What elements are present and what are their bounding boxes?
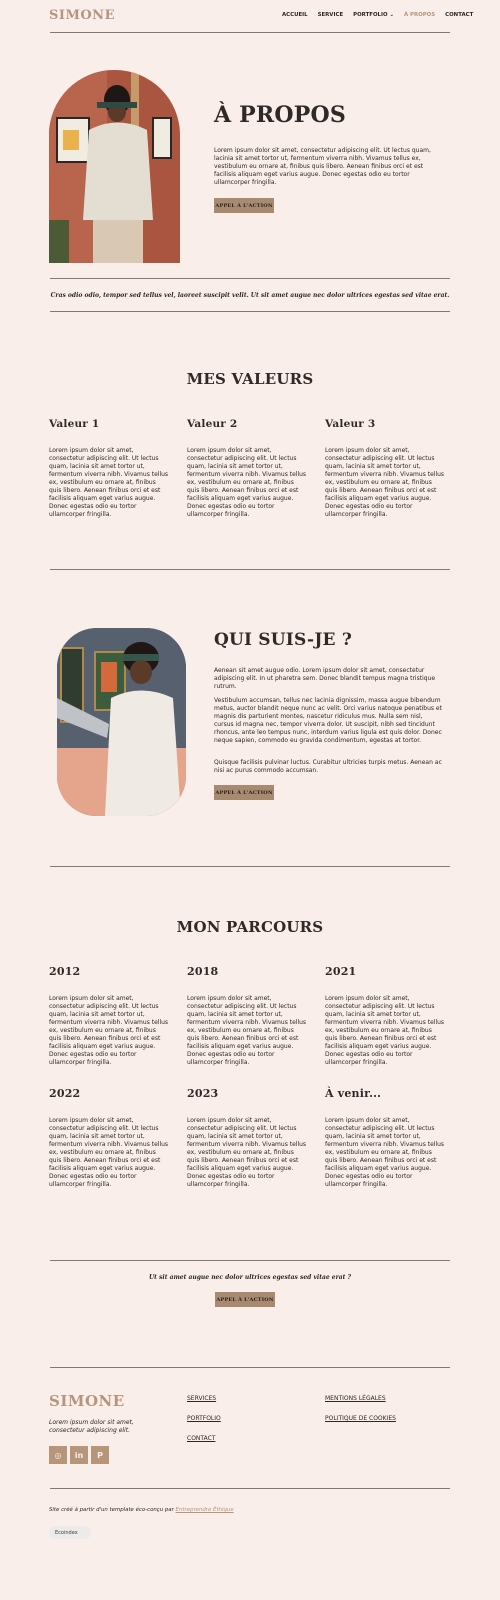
footer-links-2 — [325, 1395, 396, 1422]
footer-links-1 — [187, 1395, 221, 1442]
social-links — [49, 1446, 109, 1464]
journey-text: Lorem ipsum dolor sit amet, consectetur adipiscing elit. Ut lectus quam, lacinia sit amet tortor ut, fermentum viverra nibh. Vivamus tellus ex, vestibulum eu ornare at, finibus quis libero. Aenean finibus orci et est facilisis aliquam eget varius augue. Donec egestas odio eu tortor ullamcorper fringilla. — [49, 1117, 169, 1188]
value-title: Valeur 1 — [49, 418, 100, 430]
ecoindex-badge[interactable]: Ecoindex — [49, 1526, 91, 1539]
footer-link-mentions-legales[interactable]: MENTIONS LÉGALES — [325, 1395, 386, 1402]
who-photo-illustration — [57, 628, 186, 816]
value-title: Valeur 3 — [325, 418, 376, 430]
value-title: Valeur 2 — [187, 418, 238, 430]
footer-credit — [49, 1507, 234, 1513]
journey-card — [49, 1087, 169, 1189]
cta-quote: Ut sit amet augue nec dolor ultrices egestas sed vitae erat ? — [148, 1274, 352, 1281]
who-paragraph-2: Vestibulum accumsan, tellus nec lacinia dignissim, massa augue bibendum metus, auctor blandit neque nunc ac velit. Orci varius natoque penatibus et magnis dis parturient montes, nascetur ridiculus mus. Nulla sem nisl, cursus id magna nec, tempor viverra dolor. Ut suscipit, nibh sed tincidunt rhoncus, ante leo tempus nunc, interdum varius ligula est quis dolor. Donec neque sapien, commodo eu gravida condimentum, egestas at tortor. — [214, 697, 442, 744]
values-divider — [50, 569, 450, 570]
linkedin-icon[interactable]: in — [70, 1446, 88, 1464]
footer-credit-text: Site créé à partir d'un template éco-conçu par — [49, 1507, 174, 1513]
nav-apropos[interactable]: À PROPOS — [403, 12, 436, 18]
value-text: Lorem ipsum dolor sit amet, consectetur adipiscing elit. Ut lectus quam, lacinia sit amet tortor ut, fermentum viverra nibh. Vivamus tellus ex, vestibulum eu ornare at, finibus quis libero. Aenean finibus orci et est facilisis aliquam eget varius augue. Donec egestas odio eu tortor ullamcorper fringilla. — [325, 447, 445, 518]
value-text: Lorem ipsum dolor sit amet, consectetur adipiscing elit. Ut lectus quam, lacinia sit amet tortor ut, fermentum viverra nibh. Vivamus tellus ex, vestibulum eu ornare at, finibus quis libero. Aenean finibus orci et est facilisis aliquam eget varius augue. Donec egestas odio eu tortor ullamcorper fringilla. — [49, 447, 169, 518]
main-nav — [282, 12, 473, 18]
footer-link-contact[interactable]: CONTACT — [187, 1435, 216, 1442]
nav-contact[interactable]: CONTACT — [445, 12, 474, 18]
site-logo[interactable]: SIMONE — [49, 8, 115, 23]
who-paragraph-1: Aenean sit amet augue odio. Lorem ipsum dolor sit amet, consectetur adipiscing elit. In ut pharetra sem. Donec blandit tempus magna tristique rutrum. — [214, 667, 436, 690]
cta-bottom-divider — [50, 1367, 450, 1368]
journey-text: Lorem ipsum dolor sit amet, consectetur adipiscing elit. Ut lectus quam, lacinia sit amet tortor ut, fermentum viverra nibh. Vivamus tellus ex, vestibulum eu ornare at, finibus quis libero. Aenean finibus orci et est facilisis aliquam eget varius augue. Donec egestas odio eu tortor ullamcorper fringilla. — [49, 995, 169, 1066]
footer-link-services[interactable]: SERVICES — [187, 1395, 217, 1402]
values-title: MES VALEURS — [186, 370, 314, 388]
who-cta-button[interactable]: APPEL À L'ACTION — [214, 785, 274, 800]
quote-text: Cras odio odio, tempor sed tellus vel, laoreet suscipit velit. Ut sit amet augue nec dolor ultrices egestas sed vitae erat. — [50, 292, 450, 299]
nav-accueil[interactable]: ACCUEIL — [282, 12, 308, 18]
pinterest-icon[interactable]: P — [91, 1446, 109, 1464]
journey-text: Lorem ipsum dolor sit amet, consectetur adipiscing elit. Ut lectus quam, lacinia sit amet tortor ut, fermentum viverra nibh. Vivamus tellus ex, vestibulum eu ornare at, finibus quis libero. Aenean finibus orci et est facilisis aliquam eget varius augue. Donec egestas odio eu tortor ullamcorper fringilla. — [325, 1117, 445, 1188]
value-card — [325, 418, 445, 519]
journey-year: À venir... — [325, 1087, 382, 1100]
about-photo-illustration — [49, 70, 180, 263]
journey-text: Lorem ipsum dolor sit amet, consectetur adipiscing elit. Ut lectus quam, lacinia sit amet tortor ut, fermentum viverra nibh. Vivamus tellus ex, vestibulum eu ornare at, finibus quis libero. Aenean finibus orci et est facilisis aliquam eget varius augue. Donec egestas odio eu tortor ullamcorper fringilla. — [187, 995, 307, 1066]
cta-top-divider — [50, 1260, 450, 1261]
journey-year: 2012 — [49, 965, 81, 978]
journey-year: 2023 — [187, 1087, 219, 1100]
about-cta-button[interactable]: APPEL À L'ACTION — [214, 198, 274, 213]
value-card — [49, 418, 169, 519]
nav-service[interactable]: SERVICE — [317, 12, 344, 18]
quote-bottom-divider — [50, 311, 450, 312]
nav-portfolio-label: PORTFOLIO — [353, 12, 388, 18]
journey-card — [187, 1087, 307, 1189]
quote-top-divider — [50, 278, 450, 279]
header-divider — [50, 32, 450, 33]
footer-credit-link[interactable]: Entreprendre Éthique — [175, 1507, 234, 1513]
who-title: QUI SUIS-JE ? — [214, 630, 352, 650]
chevron-down-icon: ⌄ — [389, 12, 394, 18]
nav-portfolio[interactable] — [353, 12, 394, 18]
footer-logo[interactable]: SIMONE — [49, 1392, 125, 1410]
cta-button[interactable]: APPEL À L'ACTION — [215, 1292, 275, 1307]
who-divider — [50, 866, 450, 867]
about-title: À PROPOS — [214, 102, 346, 128]
footer-link-politique-cookies[interactable]: POLITIQUE DE COOKIES — [325, 1415, 396, 1422]
footer-link-portfolio[interactable]: PORTFOLIO — [187, 1415, 221, 1422]
who-paragraph-3: Quisque facilisis pulvinar luctus. Curabitur ultricies turpis metus. Aenean ac nisi ac purus commodo accumsan. — [214, 759, 442, 774]
who-photo — [57, 628, 186, 816]
journey-year: 2018 — [187, 965, 219, 978]
journey-title: MON PARCOURS — [176, 918, 324, 936]
value-text: Lorem ipsum dolor sit amet, consectetur adipiscing elit. Ut lectus quam, lacinia sit amet tortor ut, fermentum viverra nibh. Vivamus tellus ex, vestibulum eu ornare at, finibus quis libero. Aenean finibus orci et est facilisis aliquam eget varius augue. Donec egestas odio eu tortor ullamcorper fringilla. — [187, 447, 307, 518]
about-photo — [49, 70, 180, 263]
journey-year: 2022 — [49, 1087, 81, 1100]
journey-card — [187, 965, 307, 1067]
value-card — [187, 418, 307, 519]
journey-text: Lorem ipsum dolor sit amet, consectetur adipiscing elit. Ut lectus quam, lacinia sit amet tortor ut, fermentum viverra nibh. Vivamus tellus ex, vestibulum eu ornare at, finibus quis libero. Aenean finibus orci et est facilisis aliquam eget varius augue. Donec egestas odio eu tortor ullamcorper fringilla. — [187, 1117, 307, 1188]
instagram-icon[interactable]: ◎ — [49, 1446, 67, 1464]
journey-year: 2021 — [325, 965, 357, 978]
journey-card — [325, 1087, 445, 1189]
journey-card — [49, 965, 169, 1067]
about-text: Lorem ipsum dolor sit amet, consectetur adipiscing elit. Ut lectus quam, lacinia sit amet tortor ut, fermentum viverra nibh. Vivamus tellus ex, vestibulum eu ornare at, finibus quis libero. Aenean finibus orci et est facilisis aliquam eget varius augue. Donec egestas odio eu tortor ullamcorper fringilla. — [214, 147, 431, 186]
footer-divider — [50, 1488, 450, 1489]
journey-text: Lorem ipsum dolor sit amet, consectetur adipiscing elit. Ut lectus quam, lacinia sit amet tortor ut, fermentum viverra nibh. Vivamus tellus ex, vestibulum eu ornare at, finibus quis libero. Aenean finibus orci et est facilisis aliquam eget varius augue. Donec egestas odio eu tortor ullamcorper fringilla. — [325, 995, 445, 1066]
journey-card — [325, 965, 445, 1067]
footer-tagline: Lorem ipsum dolor sit amet, consectetur adipiscing elit. — [49, 1419, 134, 1434]
